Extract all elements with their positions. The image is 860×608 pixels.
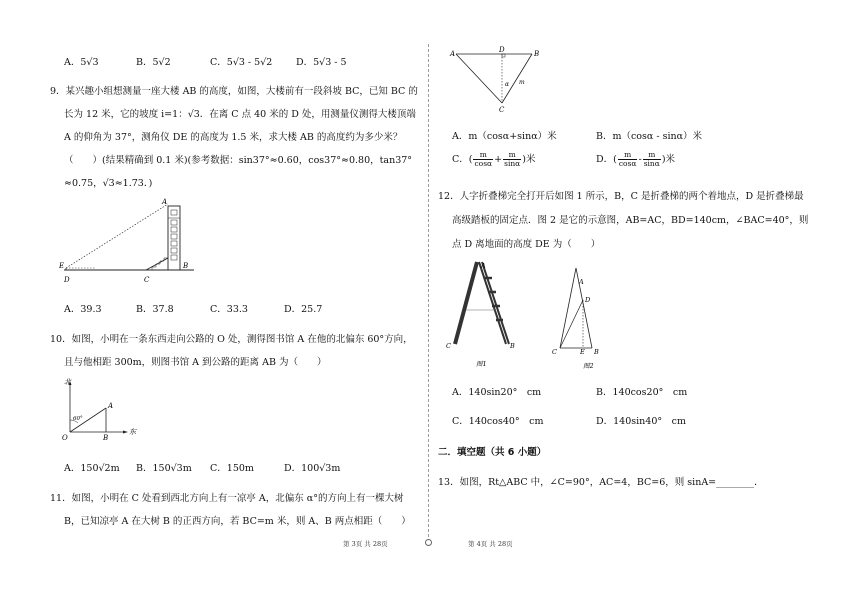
q11-c-op: + xyxy=(494,154,503,165)
page-footer-left: 第 3页 共 28页 xyxy=(343,540,388,548)
q9-label-d: D xyxy=(64,276,70,284)
q10-label-north: 北 xyxy=(64,378,71,386)
q12-fig2-label-a: A xyxy=(579,278,584,286)
q12-figure-1 xyxy=(440,256,520,372)
q11-d-suffix: )米 xyxy=(661,154,676,165)
q9-text-line5: ≈0.75，√3≈1.73．) xyxy=(64,178,153,189)
q9-option-c[interactable]: C．33.3 xyxy=(210,304,248,315)
q12-text-line1: 12．人字折叠梯完全打开后如图 1 所示，B，C 是折叠梯的两个着地点，D 是折叠梯最 xyxy=(438,191,804,202)
q12-fig1-label-c: C xyxy=(446,342,451,350)
q12-fig1-caption: 图1 xyxy=(476,360,487,368)
q11-c-den1: cosα xyxy=(474,159,493,168)
q9-figure xyxy=(58,196,198,288)
q10-label-o: O xyxy=(62,434,68,442)
q11-c-frac1 xyxy=(473,151,493,168)
q11-text-line2: B，已知凉亭 A 在大树 B 的正西方向，若 BC=m 米，则 A、B 两点相距（ ） xyxy=(64,516,411,527)
binding-hole xyxy=(425,539,432,546)
q11-c-suffix: )米 xyxy=(522,154,536,165)
q11-d-den2: sinα xyxy=(643,159,660,168)
q9-option-d[interactable]: D．25.7 xyxy=(284,304,323,315)
q11-text-line1: 11．如图，小明在 C 处看到西北方向上有一凉亭 A，北偏东 α°的方向上有一棵大树 xyxy=(50,493,404,504)
q12-option-d[interactable]: D．140sin40° cm xyxy=(596,416,686,427)
q11-label-c: C xyxy=(499,106,505,112)
q11-d-op: - xyxy=(638,154,642,165)
q10-option-c[interactable]: C．150m xyxy=(210,463,254,474)
q11-d-num1: m xyxy=(618,151,638,160)
q11-option-c[interactable] xyxy=(452,151,535,168)
q12-option-a[interactable]: A．140sin20° cm xyxy=(452,387,542,398)
q12-text-line2: 高级踏板的固定点．图 2 是它的示意图，AB=AC，BD=140cm，∠BAC=40°，则 xyxy=(452,215,809,226)
q10-option-a[interactable]: A．150√2m xyxy=(64,463,120,474)
q11-d-frac2 xyxy=(643,151,661,168)
q12-fig2-label-c: C xyxy=(552,348,557,356)
q12-figure-2 xyxy=(548,262,608,374)
q11-option-b[interactable]: B．m（cosα - sinα）米 xyxy=(596,131,703,142)
q12-fig1-label-b: B xyxy=(510,342,515,350)
q11-c-num2: m xyxy=(503,151,521,160)
q12-fig2-label-b: B xyxy=(594,348,599,356)
q10-label-b: B xyxy=(103,434,109,442)
q11-figure xyxy=(446,46,546,112)
q10-text-line2: 且与他相距 300m，则图书馆 A 到公路的距离 AB 为（ ） xyxy=(64,357,327,368)
q10-label-angle: 60° xyxy=(73,416,83,422)
q12-option-c[interactable]: C．140cos40° cm xyxy=(452,416,544,427)
q11-label-a: A xyxy=(450,50,456,58)
q11-d-prefix: D．( xyxy=(596,154,617,165)
q12-fig2-label-e: E xyxy=(580,348,585,356)
q9-text-line3: A 的仰角为 37°，测角仪 DE 的高度为 1.5 米，求大楼 AB 的高度约为多少米？ xyxy=(64,132,403,143)
q10-label-a: A xyxy=(108,402,114,410)
q11-d-frac1 xyxy=(618,151,638,168)
q11-label-b: B xyxy=(534,50,540,58)
q8-option-a[interactable]: A．5√3 xyxy=(64,57,99,68)
q9-label-e: E xyxy=(59,262,65,270)
q9-label-c: C xyxy=(144,276,150,284)
section-2-title: 二．填空题（共 6 小题） xyxy=(438,447,547,458)
q11-option-d[interactable] xyxy=(596,151,675,168)
q13-text: 13．如图，Rt△ABC 中，∠C=90°，AC=4，BC=6，则 sinA=________． xyxy=(438,477,764,488)
q8-option-c[interactable]: C．5√3 - 5√2 xyxy=(210,57,273,68)
column-divider xyxy=(428,44,429,542)
q11-c-frac2 xyxy=(503,151,521,168)
q12-text-line3: 点 D 离地面的高度 DE 为（ ） xyxy=(452,239,601,250)
q12-fig1-label-a: A xyxy=(481,262,486,270)
q11-c-den2: sinα xyxy=(504,159,521,168)
q10-text-line1: 10．如图，小明在一条东西走向公路的 O 处，测得图书馆 A 在他的北偏东 60°方向， xyxy=(50,334,413,345)
q9-label-a: A xyxy=(162,198,168,206)
q10-label-east: 东 xyxy=(129,428,136,436)
q11-d-den1: cosα xyxy=(618,159,637,168)
q11-label-alpha: α xyxy=(505,81,510,88)
q9-option-a[interactable]: A．39.3 xyxy=(64,304,102,315)
q10-figure xyxy=(58,378,138,442)
q11-c-num1: m xyxy=(473,151,493,160)
q12-option-b[interactable]: B．140cos20° cm xyxy=(596,387,688,398)
q10-option-b[interactable]: B．150√3m xyxy=(136,463,192,474)
q10-option-d[interactable]: D．100√3m xyxy=(284,463,341,474)
q11-d-num2: m xyxy=(643,151,661,160)
q11-option-a[interactable]: A．m（cosα+sinα）米 xyxy=(452,131,557,142)
q9-label-b: B xyxy=(183,262,189,270)
q8-option-b[interactable]: B．5√2 xyxy=(136,57,171,68)
q11-c-prefix: C．( xyxy=(452,154,473,165)
q9-text-line2: 长为 12 米，它的坡度 i=1：√3．在离 C 点 40 米的 D 处，用测量仪测得大楼顶端 xyxy=(64,109,416,120)
q11-label-m: m xyxy=(519,79,525,86)
q11-label-d: D xyxy=(499,46,505,54)
q12-fig2-caption: 图2 xyxy=(583,362,594,370)
q8-option-d[interactable]: D．5√3 - 5 xyxy=(296,57,347,68)
q9-text-line4: （ ）(结果精确到 0.1 米)(参考数据：sin37°≈0.60，cos37°≈0.80，tan37° xyxy=(64,155,413,166)
q9-option-b[interactable]: B．37.8 xyxy=(136,304,174,315)
q9-text-line1: 9．某兴趣小组想测量一座大楼 AB 的高度，如图，大楼前有一段斜坡 BC，已知 BC 的 xyxy=(50,86,418,97)
page-footer-right: 第 4页 共 28页 xyxy=(468,540,513,548)
q12-fig2-label-d: D xyxy=(585,296,591,304)
